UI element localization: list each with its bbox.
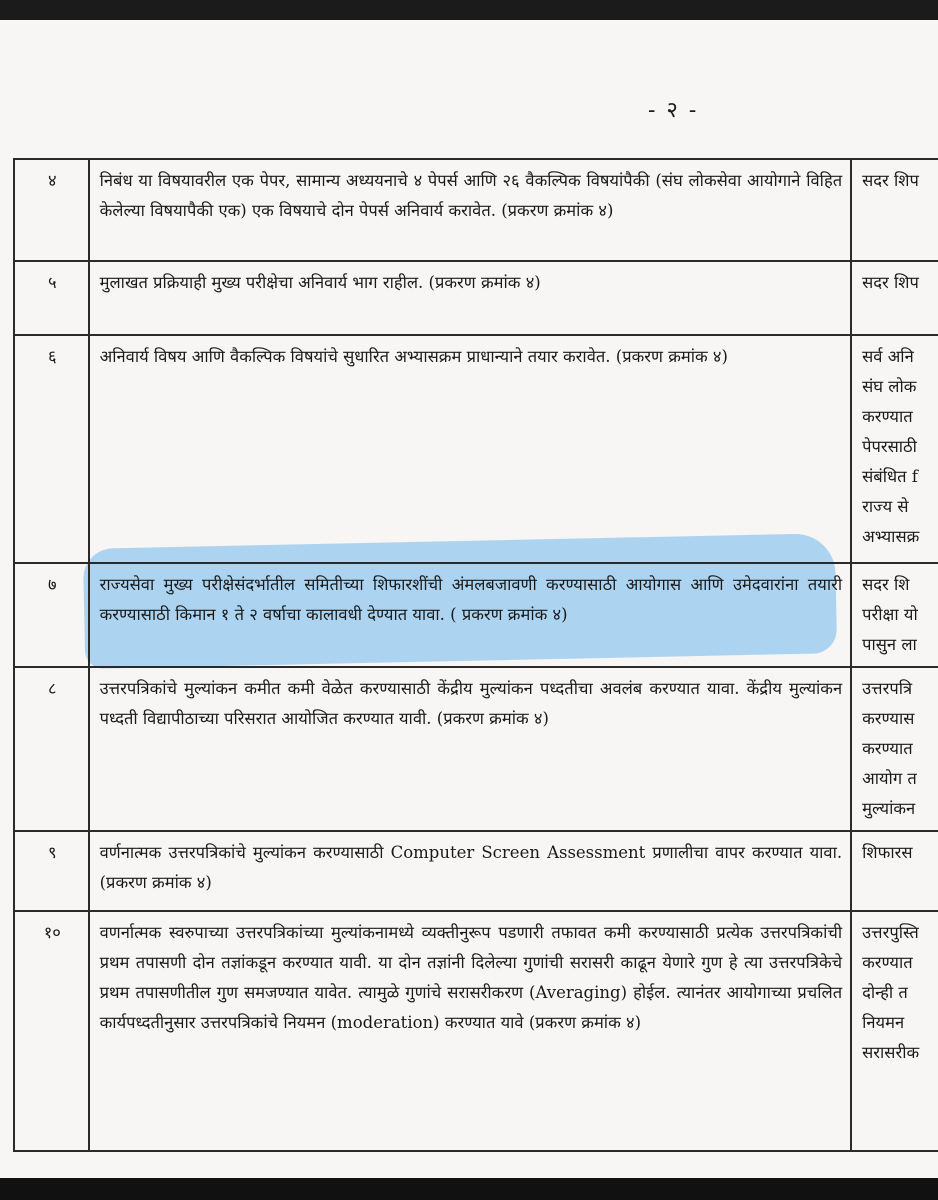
recommendation-text: वर्णनात्मक उत्तरपत्रिकांचे मुल्यांकन करण्यासाठी Computer Screen Assessment प्रणालीचा वापर करण्यात यावा. (प्रकरण क्रमांक ४): [89, 831, 852, 911]
remark-line: सरासरीक: [862, 1043, 920, 1062]
row-number: ८: [14, 667, 89, 831]
row-number: ५: [14, 261, 89, 335]
row-number: ७: [14, 563, 89, 667]
remark-line: सर्व अनि: [862, 347, 914, 366]
table-row: [14, 563, 938, 667]
remark-line: सदर शिप: [862, 171, 919, 190]
remark-line: उत्तरपुस्ति: [862, 923, 919, 942]
remarks-cell: [851, 911, 938, 1151]
remarks-cell: [851, 667, 938, 831]
remark-line: करण्यास: [862, 709, 915, 728]
recommendation-text: वणर्नात्मक स्वरुपाच्या उत्तरपत्रिकांच्या मुल्यांकनामध्ये व्यक्तीनुरूप पडणारी तफावत कमी करण्यासाठी प्रत्येक उत्तरपत्रिकांची प्रथम तपासणी दोन तज्ञांकडून करण्यात यावी. या दोन तज्ञांनी दिलेल्या गुणांची सरासरी काढून येणारे गुण हे त्या उत्तरपत्रिकेचे प्रथम तपासणीतील गुण समजण्यात यावेत. त्यामुळे गुणांचे सरासरीकरण (Averaging) होईल. त्यानंतर आयोगाच्या प्रचलित कार्यपध्दतीनुसार उत्तरपत्रिकांचे नियमन (moderation) करण्यात यावे (प्रकरण क्रमांक ४): [89, 911, 852, 1151]
remark-line: करण्यात: [862, 407, 913, 426]
remark-line: उत्तरपत्रि: [862, 679, 913, 698]
recommendation-text: निबंध या विषयावरील एक पेपर, सामान्य अध्ययनाचे ४ पेपर्स आणि २६ वैकल्पिक विषयांपैकी (संघ लोकसेवा आयोगाने विहित केलेल्या विषयापैकी एक) एक विषयाचे दोन पेपर्स अनिवार्य करावेत. (प्रकरण क्रमांक ४): [89, 159, 852, 261]
remark-line: दोन्ही त: [862, 983, 908, 1002]
remark-line: सदर शिप: [862, 273, 919, 292]
remark-line: संघ लोक: [862, 377, 917, 396]
recommendation-text: मुलाखत प्रक्रियाही मुख्य परीक्षेचा अनिवार्य भाग राहील. (प्रकरण क्रमांक ४): [89, 261, 852, 335]
recommendations-table: [13, 158, 938, 1152]
remark-line: परीक्षा यो: [862, 605, 918, 624]
table-row: [14, 159, 938, 261]
remark-line: नियमन: [862, 1013, 905, 1032]
remark-line: करण्यात: [862, 739, 913, 758]
remark-line: पासुन ला: [862, 635, 917, 654]
top-bar: [0, 0, 938, 20]
remarks-cell: [851, 831, 938, 911]
remark-line: अभ्यासक्र: [862, 527, 920, 546]
remark-line: शिफारस: [862, 843, 913, 862]
remarks-cell: [851, 563, 938, 667]
remark-line: सदर शि: [862, 575, 910, 594]
recommendation-text: उत्तरपत्रिकांचे मुल्यांकन कमीत कमी वेळेत करण्यासाठी केंद्रीय मुल्यांकन पध्दतीचा अवलंब करण्यात यावा. केंद्रीय मुल्यांकन पध्दती विद्यापीठाच्या परिसरात आयोजित करण्यात यावी. (प्रकरण क्रमांक ४): [89, 667, 852, 831]
remark-line: संबंधित f: [862, 467, 918, 486]
table-row: [14, 831, 938, 911]
remarks-cell: [851, 159, 938, 261]
recommendation-text: राज्यसेवा मुख्य परीक्षेसंदर्भातील समितीच्या शिफारशींची अंमलबजावणी करण्यासाठी आयोगास आणि उमेदवारांना तयारी करण्यासाठी किमान १ ते २ वर्षाचा कालावधी देण्यात यावा. ( प्रकरण क्रमांक ४): [89, 563, 852, 667]
remarks-cell: [851, 335, 938, 563]
page-number: - २ -: [648, 98, 699, 123]
table-row: [14, 667, 938, 831]
remark-line: आयोग त: [862, 769, 917, 788]
remark-line: करण्यात: [862, 953, 913, 972]
bottom-bar: [0, 1178, 938, 1200]
remark-line: पेपरसाठी: [862, 437, 917, 456]
remark-line: राज्य से: [862, 497, 909, 516]
row-number: ९: [14, 831, 89, 911]
row-number: १०: [14, 911, 89, 1151]
recommendation-text: अनिवार्य विषय आणि वैकल्पिक विषयांचे सुधारित अभ्यासक्रम प्राधान्याने तयार करावेत. (प्रकरण क्रमांक ४): [89, 335, 852, 563]
table-row: [14, 911, 938, 1151]
remark-line: मुल्यांकन: [862, 799, 916, 818]
table-row: [14, 261, 938, 335]
table-row: [14, 335, 938, 563]
remarks-cell: [851, 261, 938, 335]
row-number: ६: [14, 335, 89, 563]
row-number: ४: [14, 159, 89, 261]
